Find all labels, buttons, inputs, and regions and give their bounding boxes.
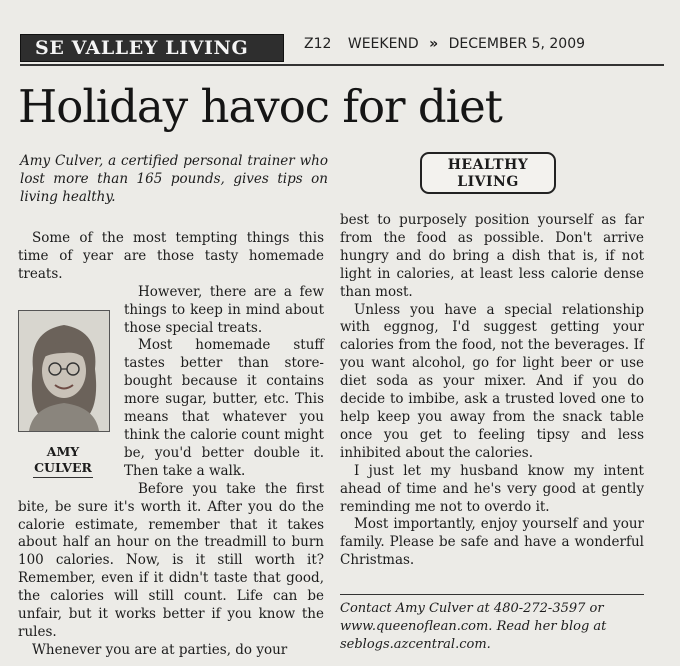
- section-banner: [20, 34, 284, 62]
- paragraph: However, there are a few things to keep in mind about those special treats.: [124, 283, 324, 336]
- badge-line-2: LIVING: [457, 174, 519, 190]
- paragraph: Before you take the first bite, be sure it's worth it. After you do the calorie estimate, remember that it takes about half an hour on the treadmill to burn 100 calories. Now, is it still worth it? Remember, even if it didn't taste that good, the calories will still count. Life can be unfair, but it works better if you know the rules.: [18, 480, 324, 640]
- section-title: SE VALLEY LIVING: [35, 37, 249, 59]
- badge-line-1: HEALTHY: [447, 157, 529, 173]
- right-column: [340, 212, 644, 570]
- caption-last-name: CULVER: [34, 459, 92, 475]
- paragraph: best to purposely position yourself as far from the food as possible. Don't arrive hungry and do bring a dish that is, if not light in calories, at least less calorie dense than most.: [340, 212, 644, 300]
- headline: Holiday havoc for diet: [18, 80, 502, 133]
- dateline: [304, 36, 656, 58]
- paragraph: Some of the most tempting things this time of year are those tasty homemade treats.: [18, 230, 324, 282]
- paragraph: Unless you have a special relationship with eggnog, I'd suggest getting your calories from the food, not the beverages. If you want alcohol, go for light beer or use diet soda as your mixer. And if you do decide to imbibe, ask a trusted loved one to help keep you away from the snack table once you get to feeling tipsy and less inhibited about the calories.: [340, 301, 644, 461]
- paragraph: I just let my husband know my intent ahead of time and he's very good at gently reminding me not to overdo it.: [340, 462, 644, 515]
- contact-rule: [340, 594, 644, 595]
- header-rule: [20, 64, 664, 66]
- day-label: WEEKEND: [347, 36, 419, 52]
- photo-caption: [18, 444, 108, 478]
- paragraph: Whenever you are at parties, do your: [32, 641, 288, 658]
- portrait-illustration: [19, 311, 109, 431]
- dateline-separator: »: [429, 36, 439, 52]
- caption-rule: [33, 477, 93, 478]
- contact-info: Contact Amy Culver at 480-272-3597 or www.queenoflean.com. Read her blog at seblogs.azcentral.com.: [340, 601, 607, 652]
- intro-deck: Amy Culver, a certified personal trainer who lost more than 165 pounds, gives tips on living healthy.: [20, 153, 328, 205]
- author-photo: [18, 310, 110, 432]
- paragraph: Most importantly, enjoy yourself and your family. Please be safe and have a wonderful Christmas.: [340, 516, 644, 569]
- healthy-living-badge: [420, 152, 556, 194]
- caption-first-name: AMY: [46, 443, 80, 459]
- left-column: [18, 230, 324, 660]
- page-number: Z12: [304, 36, 332, 52]
- author-photo-block: [18, 310, 114, 482]
- issue-date: DECEMBER 5, 2009: [448, 36, 586, 52]
- paragraph: Most homemade stuff tastes better than store-bought because it contains more sugar, butter, etc. This means that whatever you think the calorie count might be, you'd better double it. Then take a walk.: [124, 337, 324, 479]
